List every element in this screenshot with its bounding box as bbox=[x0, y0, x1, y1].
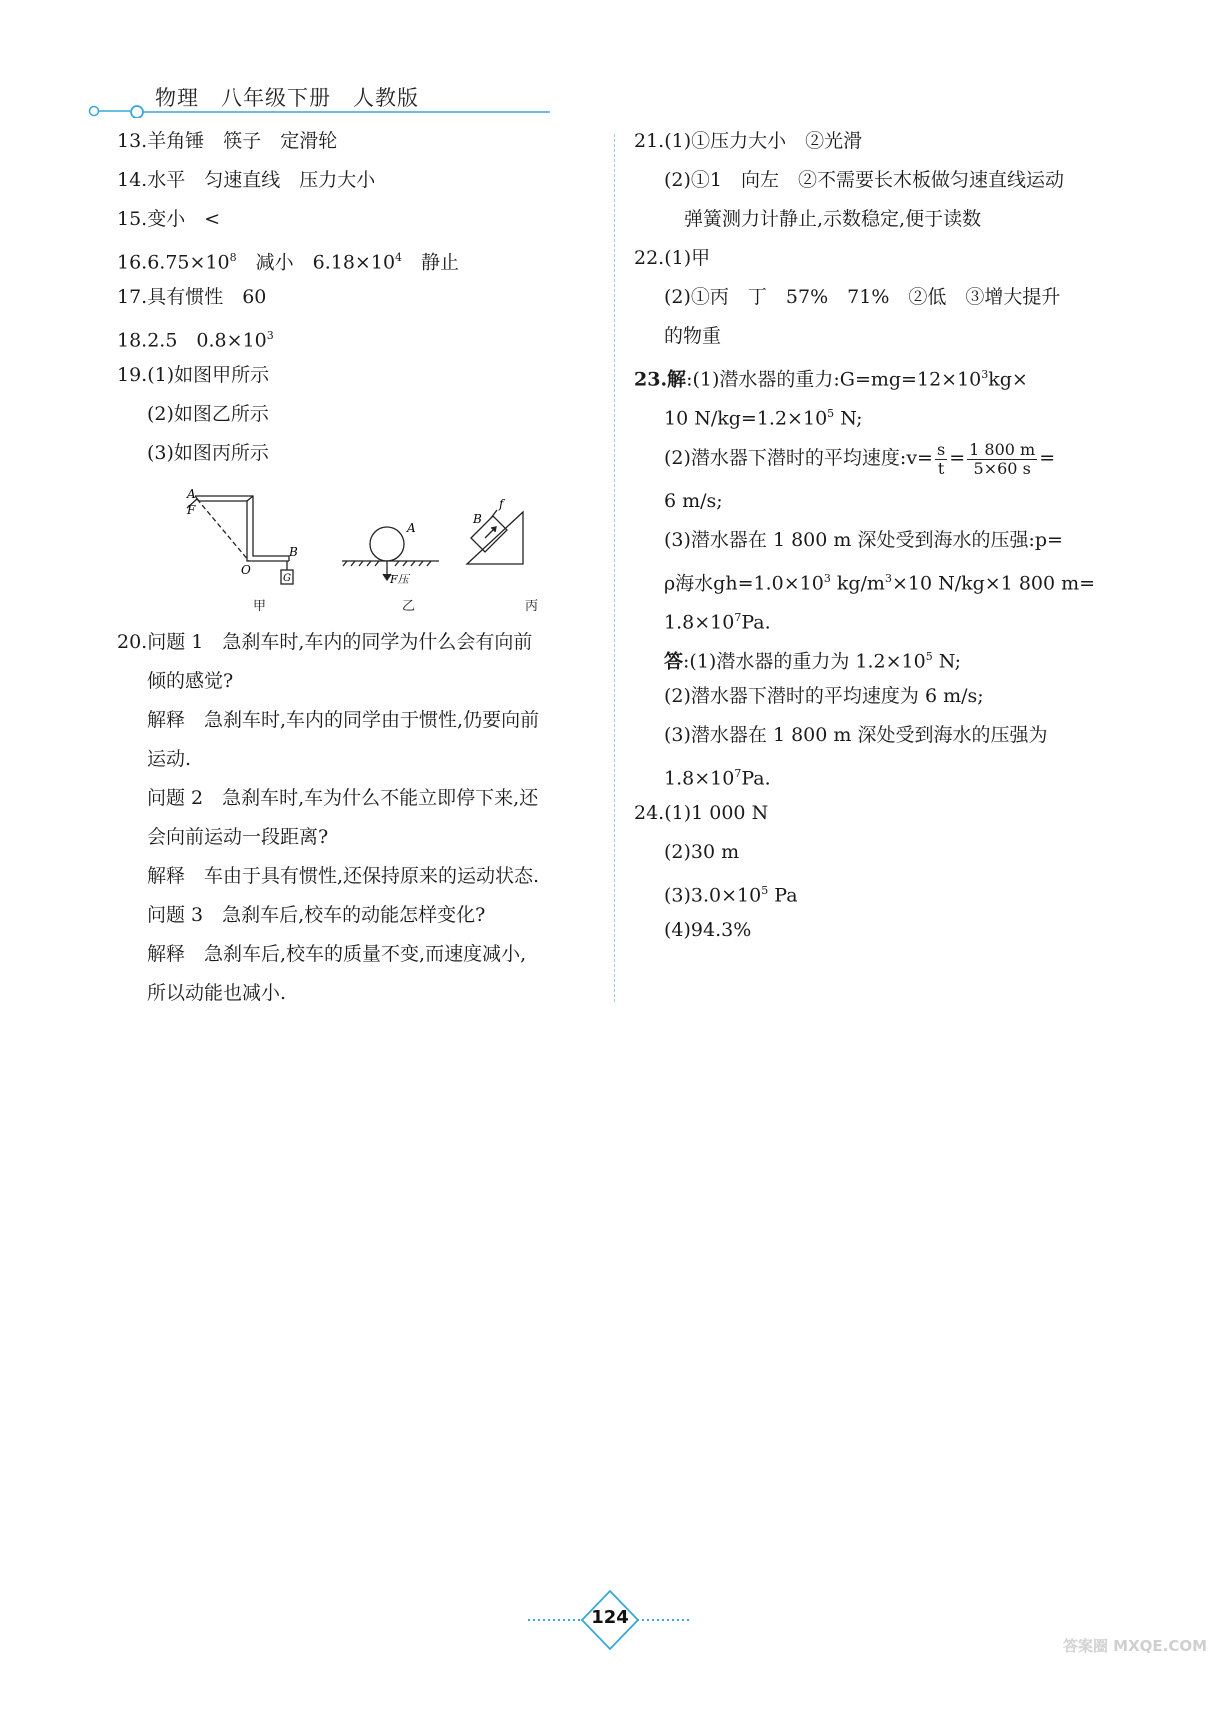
label-A-yi: A bbox=[407, 521, 416, 535]
label-B-jia: B bbox=[289, 545, 298, 559]
answer-23-line1 bbox=[634, 362, 1028, 392]
figure-jia-lever bbox=[187, 496, 293, 584]
answer-24-line4: (4)94.3% bbox=[664, 919, 752, 941]
answer-23-line2 bbox=[664, 401, 863, 431]
label-Fya-yi: F压 bbox=[390, 573, 409, 586]
answer-23-line11-end: Pa. bbox=[741, 767, 771, 790]
answer-13: 13.羊角锤 筷子 定滑轮 bbox=[117, 130, 338, 152]
answer-20-line8: 问题 3 急刹车后,校车的动能怎样变化? bbox=[147, 904, 486, 926]
answer-20-line6: 会向前运动一段距离? bbox=[147, 826, 329, 848]
header-decoration-line bbox=[88, 104, 558, 118]
figure-19-diagrams bbox=[177, 488, 607, 608]
answer-23-line8-exp: 5 bbox=[925, 650, 933, 663]
answer-18-exp: 3 bbox=[266, 329, 274, 342]
fraction-t: t bbox=[937, 458, 945, 478]
answer-16-exp1: 8 bbox=[229, 251, 237, 264]
answer-23-line8-end: N; bbox=[932, 650, 962, 673]
answer-23-line6-exp1: 3 bbox=[823, 572, 831, 585]
answer-20-line9: 解释 急刹车后,校车的质量不变,而速度减小, bbox=[147, 943, 527, 965]
label-F-jia: F bbox=[187, 503, 196, 517]
label-O-jia: O bbox=[241, 563, 251, 577]
answer-23-line11 bbox=[664, 761, 771, 791]
answer-20-line7: 解释 车由于具有惯性,还保持原来的运动状态. bbox=[147, 865, 540, 887]
answer-22-line3: 的物重 bbox=[664, 325, 722, 347]
answer-23-line11-exp: 7 bbox=[734, 767, 742, 780]
answer-21-line3: 弹簧测力计静止,示数稳定,便于读数 bbox=[684, 208, 982, 230]
answer-23-line5: (3)潜水器在 1 800 m 深处受到海水的压强:p= bbox=[664, 529, 1063, 551]
caption-bing: 丙 bbox=[525, 599, 539, 614]
answer-24-line2: (2)30 m bbox=[664, 841, 740, 863]
answer-23-line10: (3)潜水器在 1 800 m 深处受到海水的压强为 bbox=[664, 724, 1048, 746]
answer-16 bbox=[117, 245, 459, 275]
answer-23-line7-end: Pa. bbox=[741, 611, 771, 634]
answer-23-line6-mid: kg/m bbox=[830, 572, 885, 595]
answer-16-exp2: 4 bbox=[395, 251, 403, 264]
answer-16-part3: 静止 bbox=[402, 251, 460, 274]
page-number-badge bbox=[520, 1585, 700, 1655]
page-number: 124 bbox=[591, 1607, 629, 1628]
answer-23-line1-text: :(1)潜水器的重力:G=mg=12×10 bbox=[686, 368, 982, 391]
answer-23-line6 bbox=[664, 566, 1095, 596]
answer-15: 15.变小 < bbox=[117, 208, 221, 230]
answer-23-line7 bbox=[664, 605, 771, 635]
answer-24-line1: 24.(1)1 000 N bbox=[634, 802, 769, 824]
answer-23-line2-text: 10 N/kg=1.2×10 bbox=[664, 407, 828, 430]
answer-23-line1-end: kg× bbox=[988, 368, 1028, 391]
answer-17: 17.具有惯性 60 bbox=[117, 286, 267, 308]
page-header-title: 物理 八年级下册 人教版 bbox=[155, 86, 419, 110]
answer-23-line3-eq: = bbox=[949, 447, 966, 469]
answer-23-line2-exp: 5 bbox=[827, 407, 835, 420]
answer-23-jie-label: 23.解 bbox=[634, 368, 687, 391]
answer-21-line2: (2)①1 向左 ②不需要长木板做匀速直线运动 bbox=[664, 169, 1065, 191]
answer-20-line2: 倾的感觉? bbox=[147, 670, 234, 692]
watermark: 答案圈 MXQE.COM bbox=[1062, 1637, 1208, 1655]
answer-14: 14.水平 匀速直线 压力大小 bbox=[117, 169, 376, 191]
answer-23-line2-end: N; bbox=[834, 407, 863, 430]
answer-24-line3-end: Pa bbox=[768, 884, 798, 907]
answer-20-line4: 运动. bbox=[147, 748, 192, 770]
answer-20-line5: 问题 2 急刹车时,车为什么不能立即停下来,还 bbox=[147, 787, 539, 809]
answer-20-line3: 解释 急刹车时,车内的同学由于惯性,仍要向前 bbox=[147, 709, 540, 731]
answer-20-line10: 所以动能也减小. bbox=[147, 982, 287, 1004]
caption-jia: 甲 bbox=[253, 599, 267, 614]
answer-23-line8 bbox=[664, 644, 961, 674]
answer-23-line11-text: 1.8×10 bbox=[664, 767, 735, 790]
answer-24-line3 bbox=[664, 878, 798, 908]
fraction-distance-over-time bbox=[967, 441, 1037, 478]
answer-23-da-label: 答 bbox=[664, 650, 684, 673]
answer-23-line6-end: ×10 N/kg×1 800 m= bbox=[891, 572, 1096, 595]
column-divider bbox=[614, 134, 615, 1002]
answer-23-line7-text: 1.8×10 bbox=[664, 611, 735, 634]
answer-24-line3-text: (3)3.0×10 bbox=[664, 884, 762, 907]
label-B-bing: B bbox=[473, 512, 482, 526]
answer-23-line8-text: :(1)潜水器的重力为 1.2×10 bbox=[683, 650, 926, 673]
answer-23-line4: 6 m/s; bbox=[664, 490, 723, 512]
answer-19-2: (2)如图乙所示 bbox=[147, 403, 269, 425]
answer-18-part1: 18.2.5 0.8×10 bbox=[117, 329, 267, 352]
answer-22-line2: (2)①丙 丁 57% 71% ②低 ③增大提升 bbox=[664, 286, 1061, 308]
answer-23-line9: (2)潜水器下潜时的平均速度为 6 m/s; bbox=[664, 685, 984, 707]
answer-24-line3-exp: 5 bbox=[761, 884, 769, 897]
answer-16-part2: 减小 6.18×10 bbox=[236, 251, 396, 274]
fraction-s-over-t bbox=[935, 441, 947, 478]
answer-22-line1: 22.(1)甲 bbox=[634, 247, 711, 269]
answer-23-line3-end: = bbox=[1039, 447, 1056, 469]
answer-23-line3 bbox=[664, 434, 1055, 482]
answer-23-line6-exp2: 3 bbox=[884, 572, 892, 585]
label-f-bing: f bbox=[499, 497, 504, 511]
answer-23-line1-exp: 3 bbox=[981, 368, 989, 381]
fraction-time: 5×60 s bbox=[973, 458, 1031, 478]
label-G-jia: G bbox=[283, 573, 291, 584]
answer-20-line1: 20.问题 1 急刹车时,车内的同学为什么会有向前 bbox=[117, 631, 533, 653]
answer-19: 19.(1)如图甲所示 bbox=[117, 364, 270, 386]
answer-16-part1: 16.6.75×10 bbox=[117, 251, 230, 274]
answer-21-line1: 21.(1)①压力大小 ②光滑 bbox=[634, 130, 863, 152]
answer-23-line7-exp: 7 bbox=[734, 611, 742, 624]
label-A-jia: A bbox=[187, 488, 196, 501]
caption-yi: 乙 bbox=[402, 599, 416, 614]
answer-19-3: (3)如图丙所示 bbox=[147, 442, 269, 464]
answer-18 bbox=[117, 323, 274, 353]
fraction-s: s bbox=[936, 439, 946, 459]
answer-23-line6-text: ρ海水gh=1.0×10 bbox=[664, 572, 824, 595]
answer-23-line3-text: (2)潜水器下潜时的平均速度:v= bbox=[664, 447, 933, 469]
fraction-distance: 1 800 m bbox=[969, 439, 1036, 459]
